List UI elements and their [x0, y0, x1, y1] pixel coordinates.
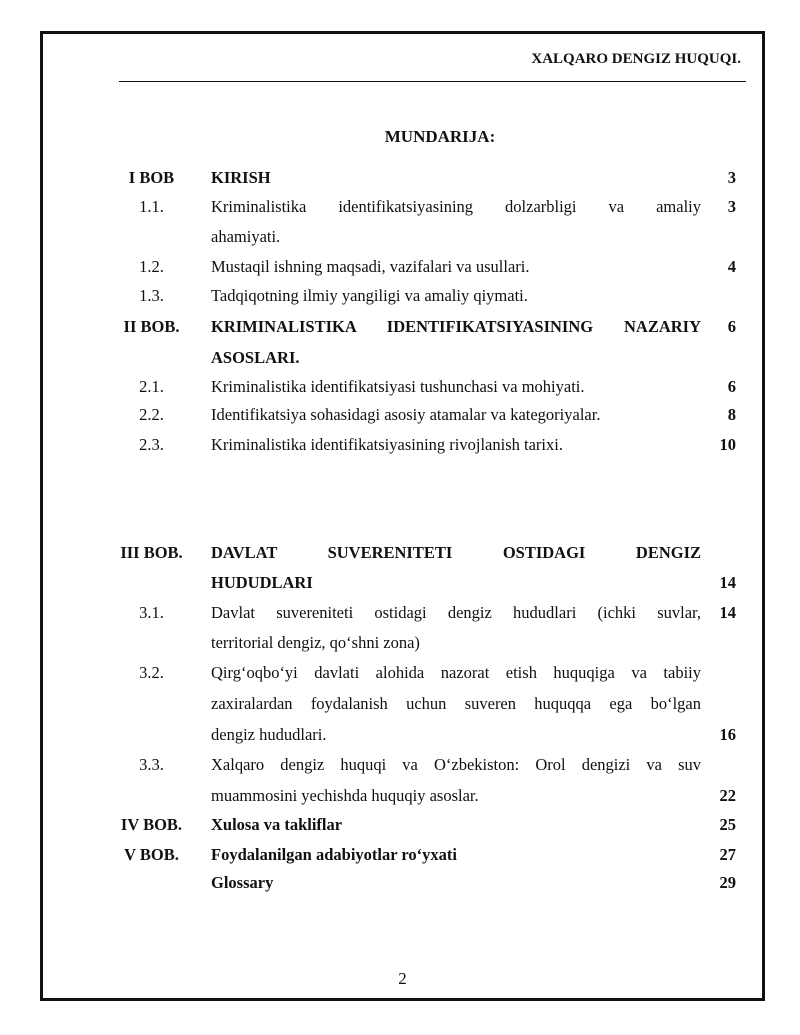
entry-page: 6: [727, 317, 736, 336]
entry-title-line-2: zaxiralardan foydalanish uchun suveren huquqqa ega bo‘lgan: [211, 694, 701, 713]
entry-page: 6: [727, 377, 736, 396]
entry-title: Identifikatsiya sohasidagi asosiy atamalar va kategoriyalar.: [211, 405, 601, 424]
entry-number: 1.1.: [139, 197, 164, 216]
entry-page: 27: [719, 845, 736, 864]
entry-title-line-2: ahamiyati.: [211, 227, 281, 246]
entry-number: 1.2.: [139, 257, 164, 276]
entry-title-line-3: dengiz hududlari.: [211, 725, 327, 744]
entry-number: 2.2.: [139, 405, 164, 424]
toc-title: MUNDARIJA:: [384, 127, 496, 146]
entry-page: 3: [727, 197, 736, 216]
entry-title: Xulosa va takliflar: [211, 815, 343, 834]
entry-title-line-1: Xalqaro dengiz huquqi va O‘zbekiston: Orol dengizi va suv: [211, 755, 701, 774]
entry-title-line-1: KRIMINALISTIKA IDENTIFIKATSIYASINING NAZARIY: [211, 317, 701, 336]
entry-page: 22: [719, 786, 736, 805]
entry-number: 1.3.: [139, 286, 164, 305]
entry-title: Mustaqil ishning maqsadi, vazifalari va usullari.: [211, 257, 530, 276]
entry-number: 3.1.: [139, 603, 164, 622]
entry-title-line-1: Davlat suvereniteti ostidagi dengiz hududlari (ichki suvlar,: [211, 603, 701, 622]
entry-title-line-2: HUDUDLARI: [211, 573, 313, 592]
entry-number: IV BOB.: [120, 815, 183, 834]
entry-title-line-2: ASOSLARI.: [211, 348, 300, 367]
entry-number: 3.3.: [139, 755, 164, 774]
entry-title: Glossary: [211, 873, 274, 892]
entry-title: Kriminalistika identifikatsiyasi tushunchasi va mohiyati.: [211, 377, 585, 396]
entry-number: 2.1.: [139, 377, 164, 396]
entry-number: II BOB.: [123, 317, 180, 336]
page-number: 2: [398, 969, 407, 988]
entry-page: 16: [719, 725, 736, 744]
entry-page: 10: [719, 435, 736, 454]
entry-title: Tadqiqotning ilmiy yangiligi va amaliy qiymati.: [211, 286, 528, 305]
entry-page: 29: [719, 873, 736, 892]
entry-page: 14: [719, 603, 736, 622]
entry-title: Foydalanilgan adabiyotlar ro‘yxati: [211, 845, 458, 864]
entry-page: 14: [719, 573, 736, 592]
page-frame: [40, 31, 765, 1001]
entry-title: Kriminalistika identifikatsiyasining rivojlanish tarixi.: [211, 435, 563, 454]
entry-page: 8: [727, 405, 736, 424]
running-header: XALQARO DENGIZ HUQUQI.: [531, 51, 741, 67]
entry-title: KIRISH: [211, 168, 271, 187]
entry-title-line-1: Qirg‘oqbo‘yi davlati alohida nazorat etish huquqiga va tabiiy: [211, 663, 701, 682]
entry-page: 4: [727, 257, 736, 276]
entry-number: I BOB: [128, 168, 175, 187]
entry-number: 3.2.: [139, 663, 164, 682]
entry-number: III BOB.: [120, 543, 183, 562]
entry-title-line-2: territorial dengiz, qo‘shni zona): [211, 633, 420, 652]
entry-title-line-1: DAVLAT SUVERENITETI OSTIDAGI DENGIZ: [211, 543, 701, 562]
entry-number: 2.3.: [139, 435, 164, 454]
entry-title-line-2: muammosini yechishda huquqiy asoslar.: [211, 786, 479, 805]
table-of-contents: [43, 34, 762, 998]
entry-page: 3: [727, 168, 736, 187]
entry-number: V BOB.: [124, 845, 179, 864]
entry-page: 25: [719, 815, 736, 834]
entry-title-line-1: Kriminalistika identifikatsiyasining dolzarbligi va amaliy: [211, 197, 701, 216]
